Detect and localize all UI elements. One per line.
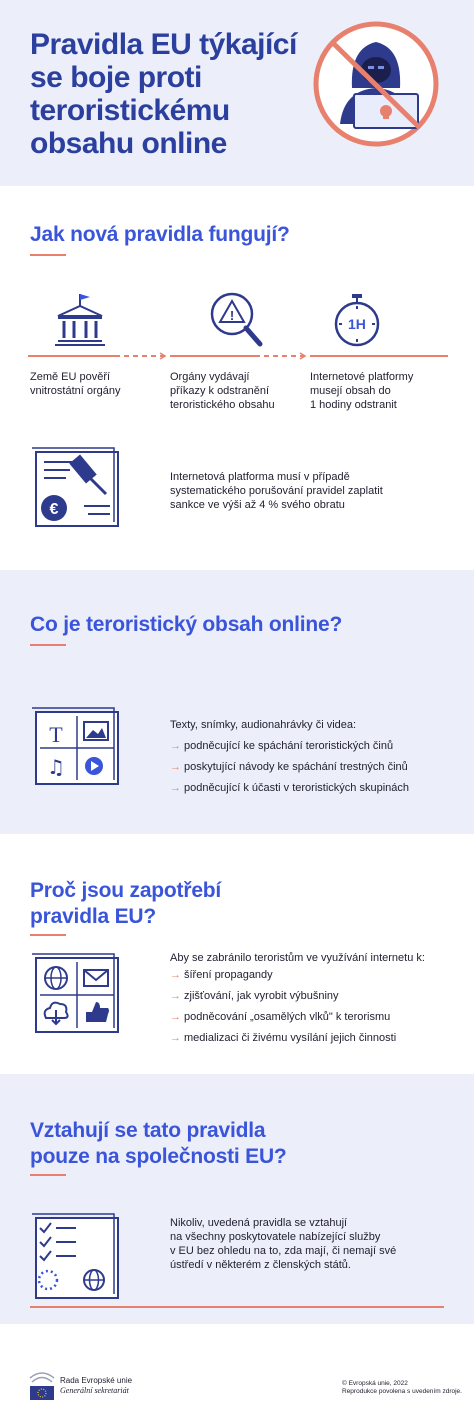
scope-underline [30,1174,66,1176]
list-item: → šíření propagandy [170,969,273,981]
scope-text: Nikoliv, uvedená pravidla se vztahují na všechny poskytovatele nabízející služby v EU bez ohledu na to, zda mají, či nemají své ústředí v některém z členských států. [170,1217,397,1271]
scope-heading: Vztahují se tato pravidla pouze na společnosti EU? [30,1119,287,1168]
arrow-right-icon: → [170,1032,181,1044]
why-underline [30,934,66,936]
magnifier-warning-icon [208,290,266,352]
list-item: → poskytující návody ke spáchání trestných činů [170,761,408,773]
header-section [0,0,474,186]
org-name: Rada Evropské unie Generální sekretariát [60,1376,133,1395]
svg-text:€: € [49,501,59,518]
page-title: Pravidla EU týkající se boje proti teroristickému obsahu online [30,28,297,160]
copyright: © Evropská unie, 2022 Reprodukce povolena s uvedením zdroje. [342,1380,462,1395]
list-item: → podněcující ke spáchání teroristických činů [170,740,394,752]
svg-text:T: T [49,722,63,747]
why-section [0,834,474,1074]
what-underline [30,644,66,646]
list-item: → zjišťování, jak vyrobit výbušniny [170,990,339,1002]
arrow-right-icon: → [170,761,181,773]
svg-text:!: ! [229,308,235,323]
sanction-text: Internetová platforma musí v případě systematického porušování pravidel zaplatit sankce ve výši až 4 % svého obratu [170,471,383,511]
arrow-right-icon: → [170,969,181,981]
government-building-icon [52,292,108,348]
list-item: → medializaci či živému vysílání jejich činnosti [170,1032,397,1044]
checklist-globe-document-icon [30,1212,126,1302]
arrow-right-icon: → [170,1011,181,1023]
how-section [0,186,474,570]
how-heading: Jak nová pravidla fungují? [30,223,290,246]
arrow-right-icon: → [170,740,181,752]
arrow-right-icon: → [170,782,181,794]
list-item: → podněcující k účasti v teroristických skupinách [170,782,409,794]
timeline-line [28,352,448,360]
what-intro: Texty, snímky, audionahrávky či videa: [170,719,357,731]
step-1-text: Země EU pověří vnitrostátní orgány [30,371,121,397]
how-underline [30,254,66,256]
gavel-euro-document-icon [30,446,126,530]
footer [0,1324,474,1422]
one-hour-badge: 1H [348,316,366,332]
step-2-text: Orgány vydávají příkazy k odstranění teroristického obsahu [170,371,275,411]
what-section [0,570,474,834]
list-item: → podněcování „osamělých vlků" k terorismu [170,1011,391,1023]
footer-divider [30,1306,444,1308]
why-intro: Aby se zabránilo teroristům ve využívání internetu k: [170,952,425,964]
svg-text:♫: ♫ [47,755,65,779]
eu-council-logo-icon [28,1364,56,1400]
media-types-document-icon [30,706,126,788]
step-3-text: Internetové platformy musejí obsah do 1 hodiny odstranit [310,371,414,411]
why-heading: Proč jsou zapotřebí pravidla EU? [30,879,222,928]
what-heading: Co je teroristický obsah online? [30,613,343,636]
scope-section [0,1074,474,1324]
internet-services-document-icon [30,952,126,1036]
arrow-right-icon: → [170,990,181,1002]
what-list [170,739,460,802]
no-terrorist-laptop-icon [310,18,442,150]
why-list [170,968,460,1052]
